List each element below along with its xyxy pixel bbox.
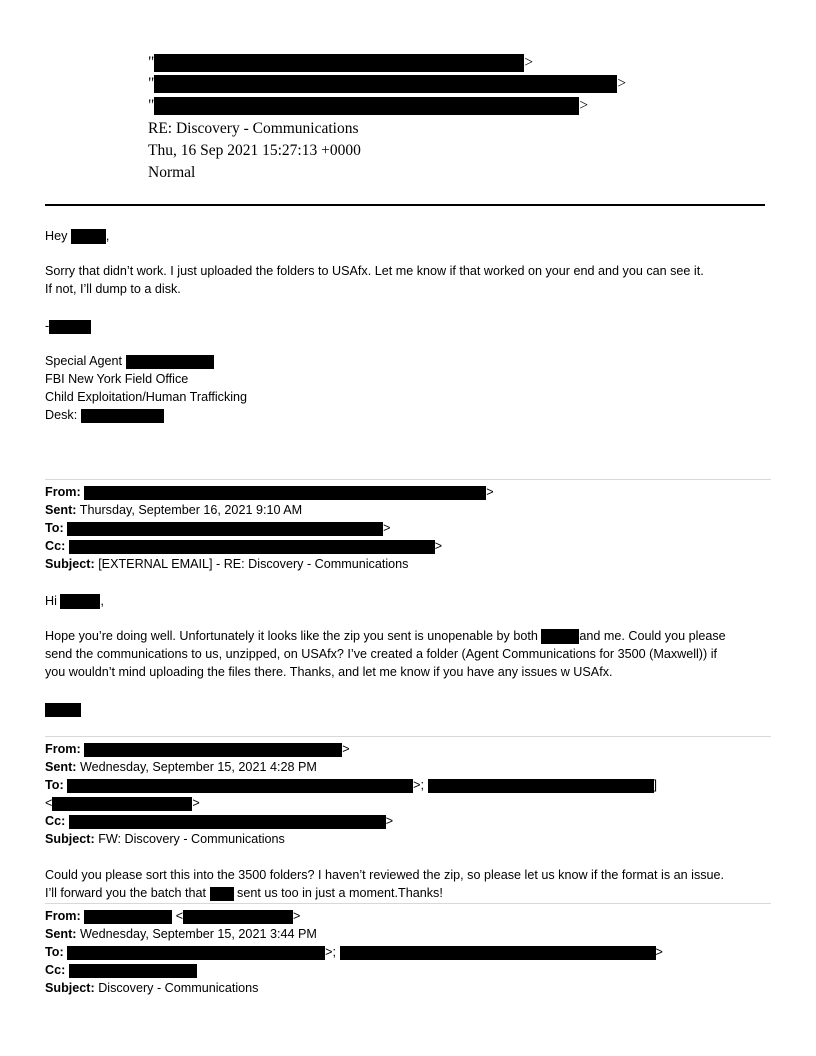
redaction	[210, 887, 234, 901]
header-subject: RE: Discovery - Communications	[148, 120, 359, 137]
angle-close: >	[486, 485, 494, 499]
from-row	[45, 740, 350, 758]
to-row	[45, 943, 663, 961]
cc-label: Cc:	[45, 814, 66, 828]
angle-close: >	[655, 945, 663, 959]
body-line: If not, I’ll dump to a disk.	[45, 282, 181, 296]
recipient-separator: >;	[325, 945, 337, 959]
sent-label: Sent:	[45, 927, 77, 941]
message-divider	[45, 736, 771, 737]
to-label: To:	[45, 778, 64, 792]
to-row	[45, 519, 391, 537]
subject-row	[45, 830, 285, 848]
angle-open: <	[45, 796, 53, 810]
header-date: Thu, 16 Sep 2021 15:27:13 +0000	[148, 142, 361, 159]
redaction	[45, 703, 81, 717]
body-line	[45, 884, 443, 902]
redaction	[84, 910, 172, 924]
redaction	[154, 97, 579, 115]
redaction	[154, 54, 524, 72]
body-line: Could you please sort this into the 3500 folders? I haven’t reviewed the zip, so please let us know if the format is an issue.	[45, 868, 725, 882]
recipient-separator: >;	[413, 778, 425, 792]
redaction	[84, 486, 486, 500]
redaction	[154, 75, 617, 93]
to-row	[45, 776, 657, 794]
signature-unit: Child Exploitation/Human Trafficking	[45, 390, 248, 404]
sent-value: Thursday, September 16, 2021 9:10 AM	[79, 503, 303, 517]
redaction	[126, 355, 214, 369]
dash: -	[45, 319, 50, 333]
to-row-continued	[45, 794, 200, 812]
angle-close: >	[385, 814, 394, 828]
sent-row	[45, 925, 317, 943]
cc-row	[45, 961, 197, 979]
cc-label: Cc:	[45, 963, 66, 977]
from-row	[45, 907, 300, 925]
redaction	[49, 320, 91, 334]
subject-label: Subject:	[45, 981, 95, 995]
redaction	[67, 522, 383, 536]
angle-close: >	[434, 539, 443, 553]
angle-open: <	[175, 909, 184, 923]
to-label: To:	[45, 945, 64, 959]
signoff-line	[45, 317, 91, 335]
redaction	[428, 779, 654, 793]
greeting: Hi	[45, 594, 57, 608]
angle-close: >	[342, 742, 350, 756]
body-text: Hope you’re doing well. Unfortunately it looks like the zip you sent is unopenable by both	[45, 629, 538, 643]
redaction	[67, 946, 325, 960]
body-text: sent us too in just a moment.Thanks!	[237, 886, 443, 900]
from-label: From:	[45, 742, 81, 756]
redaction	[541, 629, 579, 644]
redaction	[69, 540, 435, 554]
signature-desk	[45, 406, 164, 424]
body-line: send the communications to us, unzipped, on USAfx? I’ve created a folder (Agent Communications for 3500 (Maxwell)) if	[45, 647, 717, 661]
comma: ,	[105, 229, 110, 243]
header-importance: Normal	[148, 164, 196, 181]
from-label: From:	[45, 485, 81, 499]
sent-value: Wednesday, September 15, 2021 3:44 PM	[79, 927, 317, 941]
redaction	[183, 910, 293, 924]
angle-close: >	[383, 521, 391, 535]
body-line: you wouldn’t mind uploading the files there. Thanks, and let me know if you have any issues w USAfx.	[45, 665, 613, 679]
signature-title-text: Special Agent	[45, 354, 123, 368]
body-line: Sorry that didn’t work. I just uploaded the folders to USAfx. Let me know if that worked on your end and you can see it.	[45, 264, 704, 278]
subject-label: Subject:	[45, 557, 95, 571]
quote-mark: "	[148, 54, 155, 71]
subject-label: Subject:	[45, 832, 95, 846]
redaction	[67, 779, 413, 793]
to-label: To:	[45, 521, 64, 535]
greeting-line	[45, 227, 109, 245]
subject-value: [EXTERNAL EMAIL] - RE: Discovery - Communications	[98, 557, 409, 571]
sent-row	[45, 501, 302, 519]
bracket: ]	[653, 778, 658, 792]
body-line	[45, 627, 726, 645]
sent-label: Sent:	[45, 760, 77, 774]
redaction	[84, 743, 342, 757]
signature-office: FBI New York Field Office	[45, 372, 189, 386]
comma: ,	[100, 594, 104, 608]
angle-close: >	[617, 75, 627, 92]
header-divider	[45, 204, 765, 206]
from-label: From:	[45, 909, 81, 923]
redaction	[52, 797, 192, 811]
angle-close: >	[524, 54, 534, 71]
sent-row	[45, 758, 317, 776]
redaction	[69, 964, 197, 978]
angle-close: >	[579, 97, 589, 114]
cc-row	[45, 812, 393, 830]
message-divider	[45, 903, 771, 904]
signature-title	[45, 352, 214, 370]
quote-mark: "	[148, 75, 155, 92]
body-text: I’ll forward you the batch that	[45, 886, 207, 900]
redaction	[69, 815, 386, 829]
sent-label: Sent:	[45, 503, 77, 517]
signoff-line	[45, 700, 81, 718]
sent-value: Wednesday, September 15, 2021 4:28 PM	[79, 760, 317, 774]
subject-value: FW: Discovery - Communications	[98, 832, 285, 846]
redaction	[60, 594, 100, 609]
angle-close: >	[192, 796, 200, 810]
redaction	[81, 409, 164, 423]
subject-row	[45, 979, 258, 997]
body-text: and me. Could you please	[579, 629, 726, 643]
signature-desk-label: Desk:	[45, 408, 78, 422]
quote-mark: "	[148, 97, 155, 114]
from-row	[45, 483, 494, 501]
subject-row	[45, 555, 408, 573]
cc-row	[45, 537, 442, 555]
angle-close: >	[293, 909, 301, 923]
redaction	[340, 946, 656, 960]
message-divider	[45, 479, 771, 480]
greeting-line	[45, 592, 104, 610]
subject-value: Discovery - Communications	[98, 981, 259, 995]
greeting: Hey	[45, 229, 68, 243]
cc-label: Cc:	[45, 539, 66, 553]
redaction	[71, 229, 106, 244]
